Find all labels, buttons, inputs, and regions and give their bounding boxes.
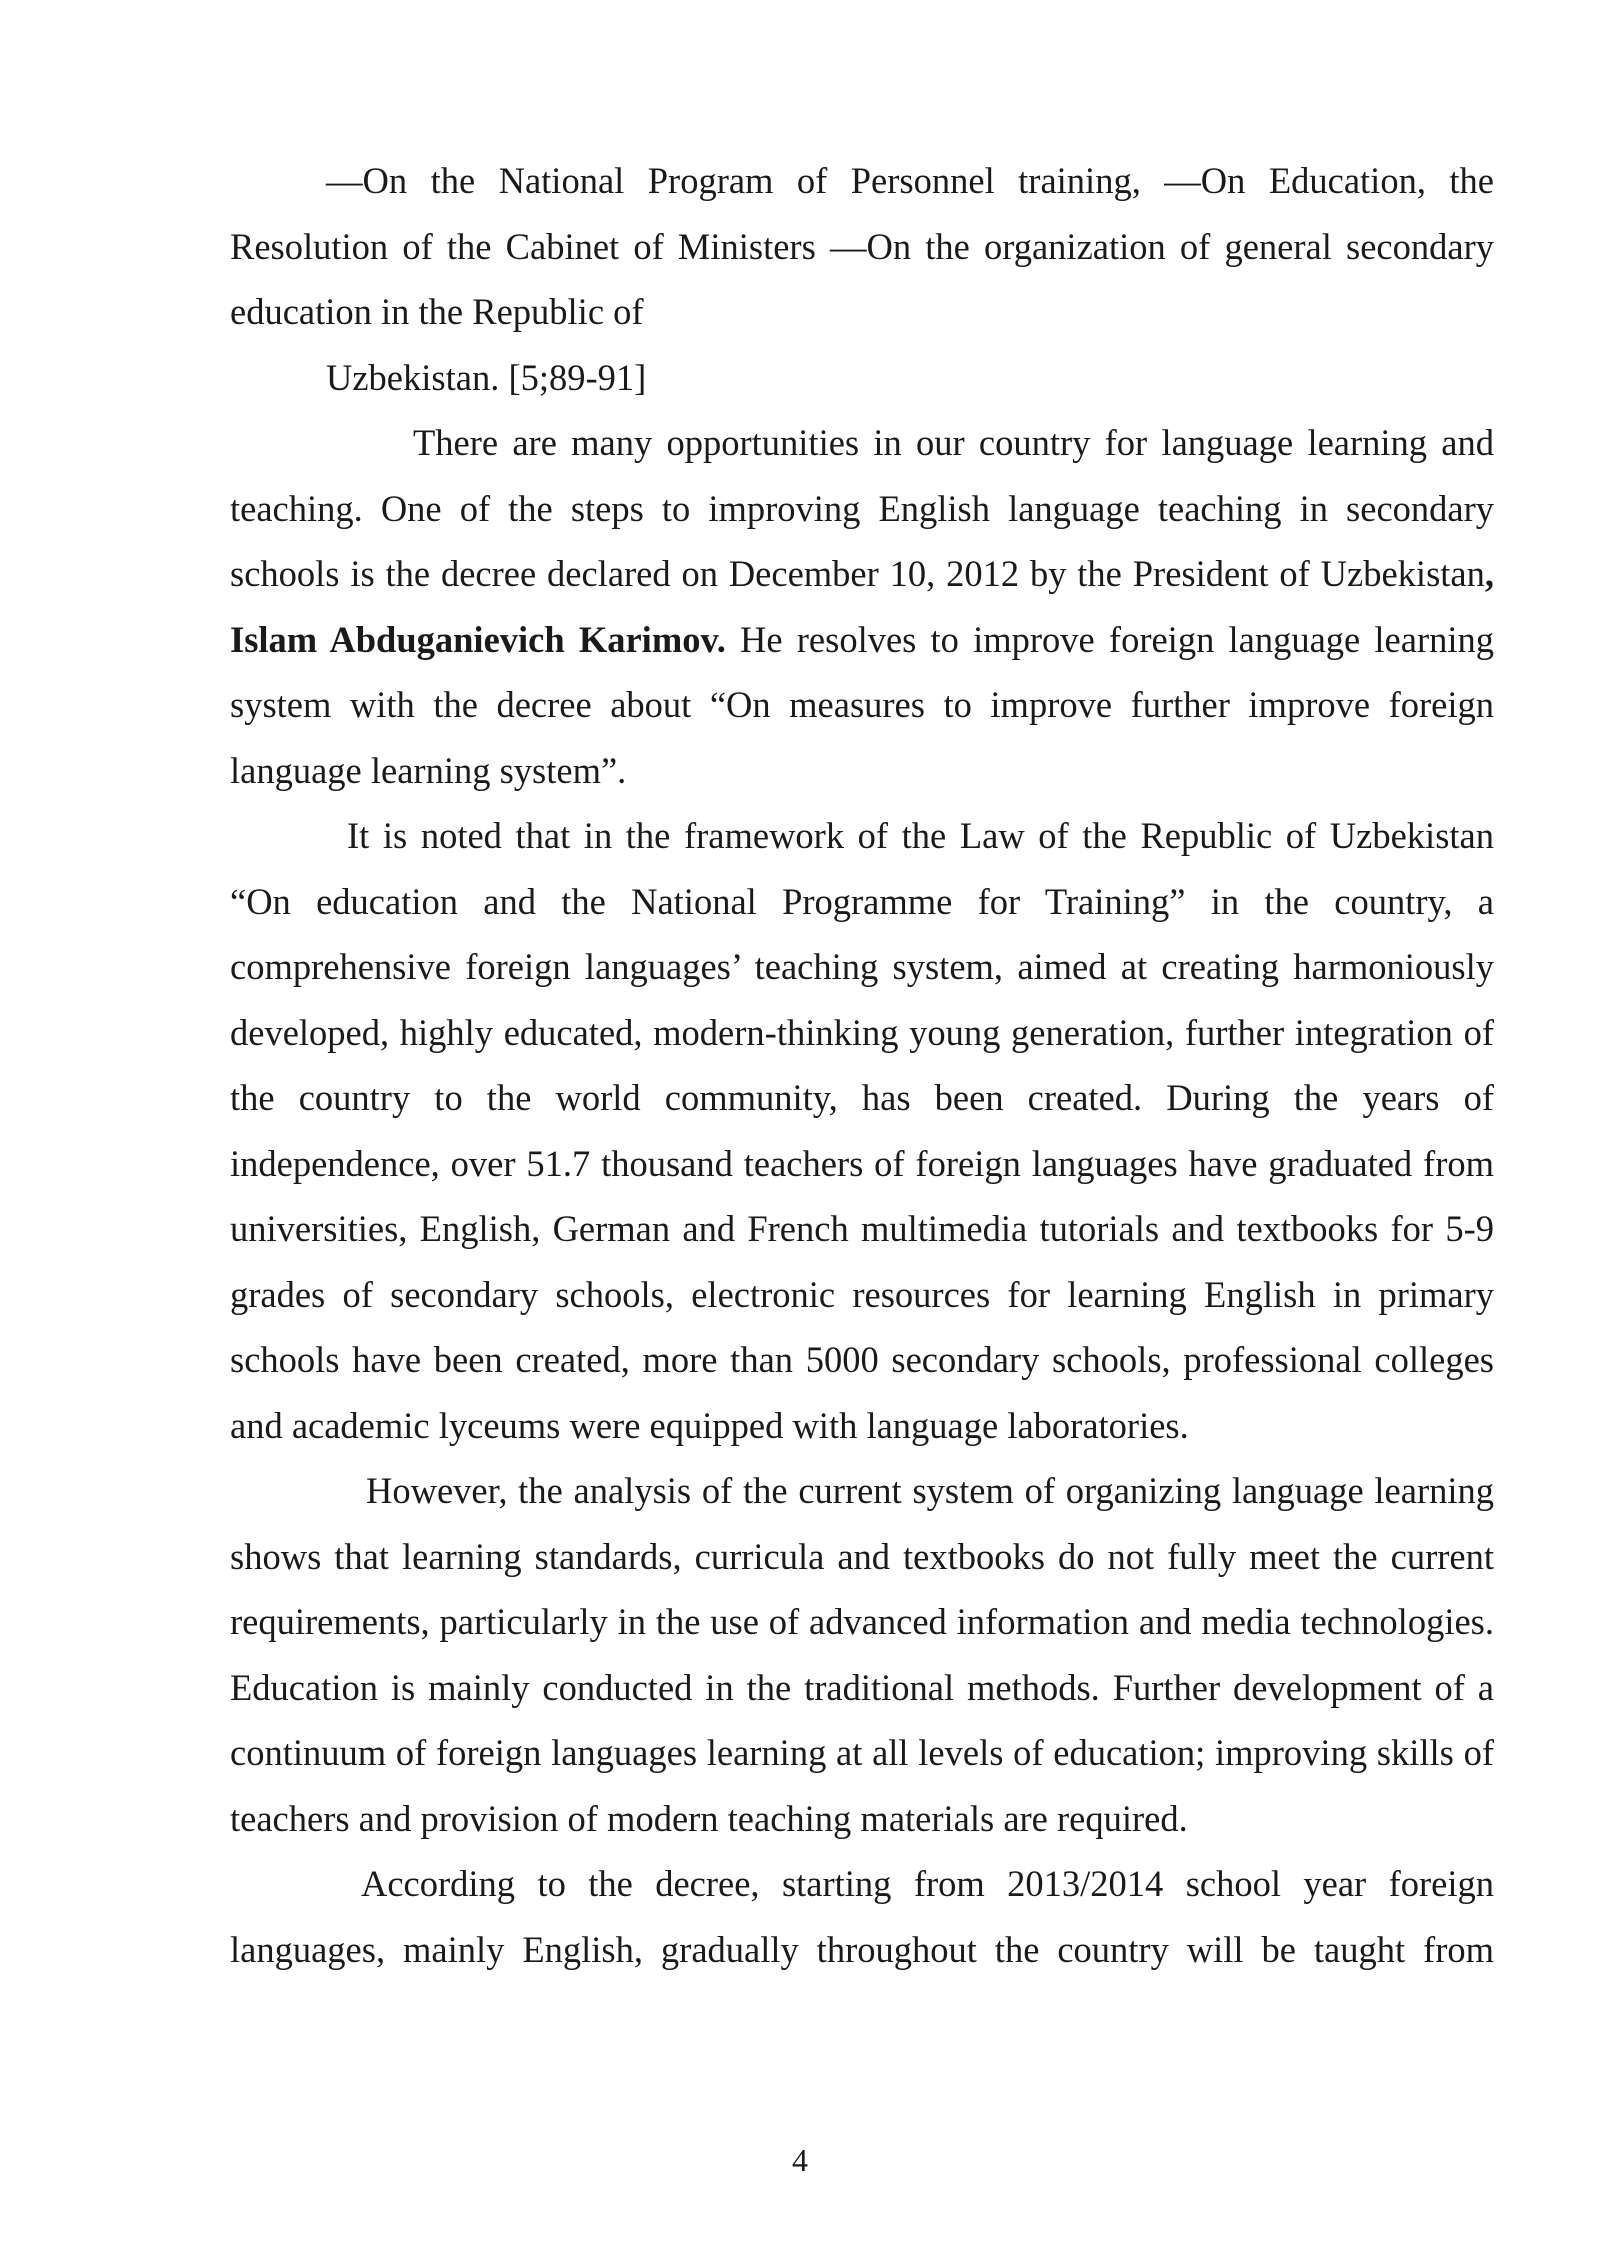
paragraph-analysis: However, the analysis of the current system of organizing language learning shows that learning standards, curricula and textbooks do not fully meet the current requirements, particularly in the use of advanced information and media technologies. Education is mainly conducted in the traditional methods. Further development of a continuum of foreign languages learning at all levels of education; improving skills of teachers and provision of modern teaching materials are required. <box>230 1470 1494 1839</box>
page-number: 4 <box>792 2142 808 2178</box>
paragraph-according-decree: According to the decree, starting from 2013/2014 school year foreign languages, mainly English, gradually throughout the country will be taught from <box>230 1863 1494 1970</box>
decree-text-end: He resolves to improve foreign language learning system with the decree about “On measures to improve further improve foreign language learning system”. <box>230 618 1494 791</box>
paragraph-citation: Uzbekistan. [5;89-91] <box>326 356 647 398</box>
paragraph-legal-references: —On the National Program of Personnel training, —On Education, the Resolution of the Cabinet of Ministers —On the organization of general secondary education in the Republic of <box>230 160 1494 332</box>
document-body <box>230 148 1494 1982</box>
decree-text-start: There are many opportunities in our country for language learning and teaching. One of the steps to improving English language teaching in secondary schools is the decree declared on December 10, 2012 by the President of Uzbekistan <box>230 422 1494 594</box>
president-name: , Islam Abduganievich Karimov. <box>230 553 1494 660</box>
paragraph-law-framework: It is noted that in the framework of the Law of the Republic of Uzbekistan “On education and the National Programme for Training” in the country, a comprehensive foreign languages’ teaching system, aimed at creating harmoniously developed, highly educated, modern-thinking young generation, further integration of the country to the world community, has been created. During the years of independence, over 51.7 thousand teachers of foreign languages have graduated from universities, English, German and French multimedia tutorials and textbooks for 5-9 grades of secondary schools, electronic resources for learning English in primary schools have been created, more than 5000 secondary schools, professional colleges and academic lyceums were equipped with language laboratories. <box>230 815 1494 1446</box>
paragraph-decree <box>230 410 1494 803</box>
